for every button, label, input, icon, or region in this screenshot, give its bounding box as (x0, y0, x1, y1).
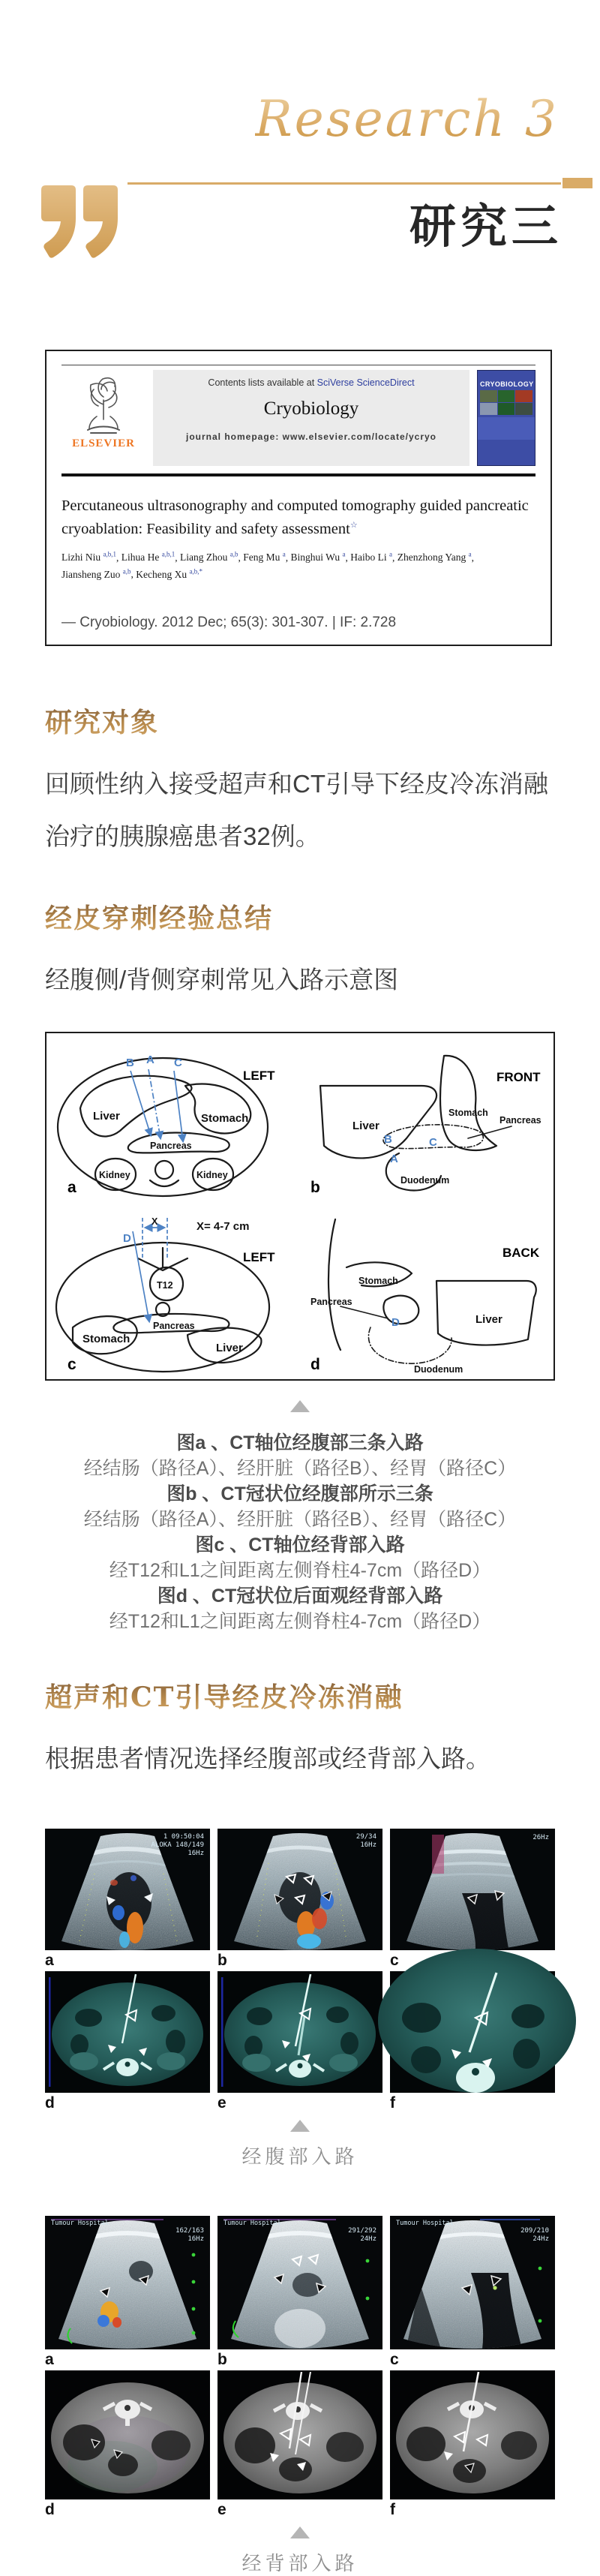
svg-text:16Hz: 16Hz (188, 1849, 204, 1857)
svg-text:Pancreas: Pancreas (500, 1114, 542, 1126)
svg-text:C: C (174, 1056, 182, 1069)
journal-cover-thumbnail (477, 370, 536, 466)
ultrasound-image-a (45, 2216, 210, 2349)
contents-line (158, 377, 465, 388)
svg-text:26Hz: 26Hz (532, 1833, 549, 1841)
hero-header (0, 0, 600, 261)
ct-image-f (390, 2370, 555, 2499)
abdominal-ct-row (45, 1971, 555, 2093)
svg-text:Stomach: Stomach (358, 1275, 398, 1286)
title-star: ☆ (350, 521, 358, 530)
puncture-routes-diagram (45, 1032, 555, 1381)
caption-title: 图d 、CT冠状位后面观经背部入路 (157, 1585, 443, 1607)
diagram-panel-c (56, 1216, 275, 1373)
hero-script-title: Research 3 (254, 90, 559, 148)
svg-text:Duodenum: Duodenum (414, 1363, 464, 1375)
caption-detail: 经T12和L1之间距离左侧脊柱4-7cm（路径D） (109, 1559, 491, 1581)
diagram-panel-b (310, 1056, 542, 1196)
svg-text:Pancreas: Pancreas (153, 1320, 195, 1331)
contents-prefix: Contents lists available at (208, 377, 317, 388)
image-label: b (218, 1951, 227, 1969)
svg-text:B: B (384, 1132, 392, 1146)
marker-triangle-icon (290, 2526, 310, 2538)
svg-text:BACK: BACK (502, 1245, 540, 1260)
abdominal-ultrasound-row (45, 1829, 555, 1950)
ultrasound-image-b (218, 2216, 382, 2349)
dorsal-us-labels (45, 2349, 555, 2370)
svg-text:Liver: Liver (352, 1119, 380, 1132)
diagram-panel-a (58, 1054, 275, 1196)
sciverse-link[interactable]: SciVerse ScienceDirect (316, 377, 415, 388)
svg-text:1 09:50:04: 1 09:50:04 (163, 1832, 204, 1841)
journal-paper-card (45, 350, 552, 646)
journal-name: Cryobiology (263, 398, 359, 419)
image-label: b (218, 2350, 227, 2368)
figure-captions (0, 1430, 600, 1634)
caption-title: 图b 、CT冠状位经腹部所示三条 (166, 1483, 434, 1504)
double-quote-icon (41, 185, 119, 263)
ct-image-d (45, 1971, 210, 2093)
svg-text:162/163: 162/163 (176, 2226, 204, 2235)
image-label: f (390, 2094, 395, 2112)
svg-text:Liver: Liver (216, 1341, 243, 1354)
paper-title (62, 496, 536, 539)
paper-title-text: Percutaneous ultrasonography and computed tomography guided pancreatic cryoablation: Feasibility and safety assessment (62, 497, 529, 537)
ultrasound-image-a (45, 1829, 210, 1950)
journal-cover-band (478, 417, 535, 440)
elsevier-logo (62, 370, 146, 466)
svg-text:209/210: 209/210 (520, 2226, 549, 2235)
svg-text:Kidney: Kidney (196, 1169, 228, 1180)
svg-text:d: d (310, 1355, 320, 1373)
image-label: e (218, 2094, 226, 2112)
svg-text:Duodenum: Duodenum (400, 1174, 450, 1186)
page-title-cn: 研究三 (409, 199, 562, 254)
caption-detail: 经结肠（路径A）、经肝脏（路径B）、经胃（路径C） (83, 1508, 517, 1530)
caption-title: 图a 、CT轴位经腹部三条入路 (176, 1432, 424, 1453)
journal-masthead (62, 370, 536, 466)
svg-text:16Hz: 16Hz (360, 1841, 376, 1849)
svg-text:T12: T12 (157, 1279, 173, 1291)
ct-image-d (45, 2370, 210, 2499)
image-label: d (45, 2094, 55, 2112)
svg-text:X= 4-7 cm: X= 4-7 cm (196, 1219, 250, 1233)
svg-text:24Hz: 24Hz (360, 2235, 376, 2243)
svg-text:Kidney: Kidney (99, 1169, 130, 1180)
svg-text:291/292: 291/292 (348, 2226, 376, 2235)
elsevier-tree-icon (74, 371, 133, 436)
svg-text:A: A (146, 1053, 154, 1066)
svg-text:16Hz: 16Hz (188, 2235, 204, 2243)
image-label: c (390, 2350, 399, 2368)
marker-triangle-icon (290, 1400, 310, 1412)
masthead-rule (62, 473, 536, 476)
image-label: d (45, 2500, 55, 2518)
gold-divider-line (128, 182, 561, 185)
svg-text:X: X (152, 1216, 158, 1227)
paper-citation: — Cryobiology. 2012 Dec; 65(3): 301-307. | IF: 2.728 (62, 614, 397, 630)
svg-text:ALOKA 148/149: ALOKA 148/149 (151, 1841, 204, 1849)
svg-text:Tumour Hospital: Tumour Hospital (224, 2219, 281, 2227)
image-label: f (390, 2500, 395, 2518)
svg-text:Pancreas: Pancreas (150, 1140, 192, 1151)
svg-text:A: A (390, 1152, 398, 1165)
svg-text:Stomach: Stomach (201, 1111, 249, 1125)
svg-text:D: D (123, 1231, 131, 1245)
marker-triangle-icon (290, 2120, 310, 2132)
ultrasound-image-b (218, 1829, 382, 1950)
journal-header-box (153, 370, 470, 466)
caption-title: 图c 、CT轴位经背部入路 (195, 1534, 405, 1556)
svg-text:Liver: Liver (476, 1312, 502, 1326)
diagram-panel-d (310, 1219, 540, 1375)
journal-cover-tiles (480, 390, 532, 415)
ultrasound-image-c (390, 2216, 555, 2349)
section-body-guided-cryoablation: 根据患者情况选择经腹部或经背部入路。 (45, 1744, 490, 1772)
svg-text:Tumour Hospital: Tumour Hospital (396, 2219, 454, 2227)
ct-image-e (218, 2370, 382, 2499)
image-label: c (390, 1951, 399, 1969)
dorsal-ultrasound-row (45, 2216, 555, 2349)
ct-image-f (390, 1971, 555, 2093)
svg-text:a: a (68, 1178, 76, 1196)
svg-text:FRONT: FRONT (496, 1069, 541, 1084)
dorsal-approach-caption: 经背部入路 (242, 2551, 358, 2574)
abdominal-approach-caption: 经腹部入路 (242, 2145, 358, 2168)
gold-divider-endcap (562, 178, 592, 188)
section-body-puncture-summary: 经腹侧/背侧穿刺常见入路示意图 (45, 965, 399, 993)
svg-text:LEFT: LEFT (243, 1249, 275, 1264)
caption-detail: 经结肠（路径A）、经肝脏（路径B）、经胃（路径C） (83, 1457, 517, 1479)
ct-image-e (218, 1971, 382, 2093)
svg-text:D: D (392, 1315, 400, 1329)
journal-cover-title: CRYOBIOLOGY (480, 380, 534, 388)
svg-text:LEFT: LEFT (243, 1068, 275, 1083)
svg-text:29/34: 29/34 (356, 1832, 376, 1841)
section-heading-puncture-summary: 经皮穿刺经验总结 (45, 897, 555, 936)
svg-text:Pancreas: Pancreas (310, 1296, 352, 1307)
ultrasound-image-c (390, 1829, 555, 1950)
svg-text:b: b (310, 1178, 320, 1196)
svg-text:Stomach: Stomach (448, 1107, 488, 1118)
dorsal-ct-labels (45, 2499, 555, 2520)
svg-text:B: B (126, 1056, 134, 1069)
abdominal-ct-labels (45, 2093, 555, 2114)
image-label: a (45, 2350, 54, 2368)
section-heading-guided-cryoablation: 超声和CT引导经皮冷冻消融 (45, 1676, 555, 1715)
journal-homepage[interactable]: journal homepage: www.elsevier.com/locate/ycryo (186, 431, 436, 442)
svg-text:Stomach: Stomach (82, 1332, 130, 1345)
dorsal-ct-row (45, 2370, 555, 2499)
caption-detail: 经T12和L1之间距离左侧脊柱4-7cm（路径D） (109, 1610, 491, 1632)
section-body-study-subjects: 回顾性纳入接受超声和CT引导下经皮冷冻消融治疗的胰腺癌患者32例。 (45, 769, 548, 850)
elsevier-wordmark: ELSEVIER (72, 437, 135, 449)
svg-text:c: c (68, 1355, 76, 1373)
svg-text:Tumour Hospital: Tumour Hospital (51, 2219, 109, 2227)
image-label: a (45, 1951, 54, 1969)
svg-text:24Hz: 24Hz (532, 2235, 549, 2243)
svg-text:C: C (429, 1135, 437, 1149)
section-heading-study-subjects: 研究对象 (45, 702, 555, 740)
svg-text:Liver: Liver (93, 1109, 120, 1123)
paper-authors: Lizhi Niu $^{a,b,1}$, Lihua He $^{a,b,1}$, Liang Zhou $^{a,b}$, Feng Mu $^a$, Binghui Wu $^a$, Haibo Li $^a$, Zhenzhong Yang $^a$, Jiansheng Zuo $^{a,b}$, Kecheng Xu $^{a,b,*}$ (62, 550, 474, 580)
image-label: e (218, 2500, 226, 2518)
